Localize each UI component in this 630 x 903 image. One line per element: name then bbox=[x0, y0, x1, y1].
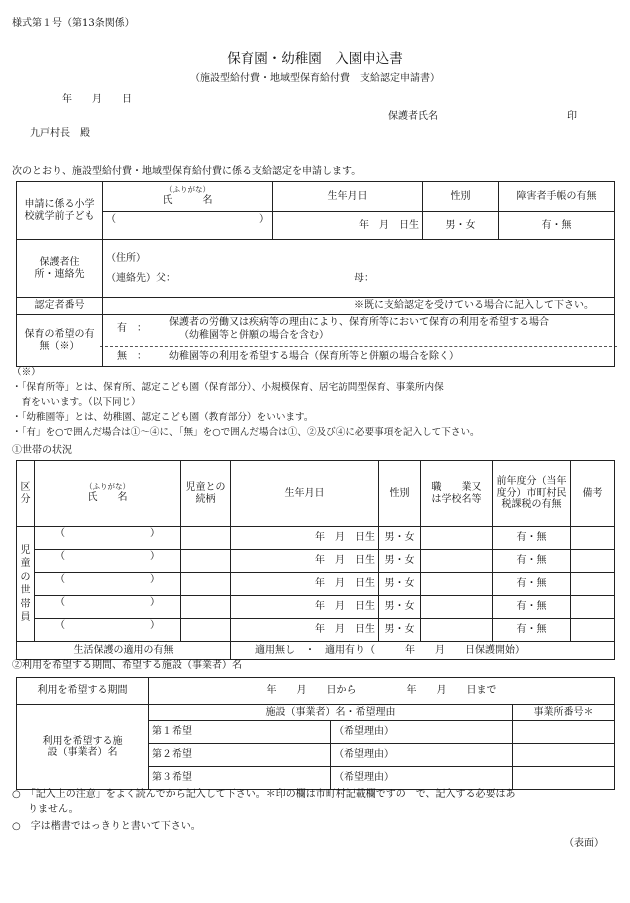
wish-label: 保育の希望の有無（※） bbox=[24, 329, 95, 352]
page-side-label: （表面） bbox=[564, 838, 604, 849]
member-remarks-field[interactable] bbox=[571, 573, 615, 596]
member-name-field[interactable]: （ ） bbox=[35, 619, 181, 642]
choice-label: 第１希望 bbox=[149, 721, 331, 744]
table-row bbox=[17, 527, 615, 550]
applicant-table bbox=[16, 181, 615, 367]
note-line: ・「有」を○で囲んだ場合は①～④に、「無」を○で囲んだ場合は①、②及び④に必要事項を記入して下さい。 bbox=[12, 427, 480, 438]
col-name-reason: 施設（事業者）名・希望理由 bbox=[149, 705, 513, 721]
choice-reason-field[interactable]: （希望理由） bbox=[331, 744, 513, 767]
birthdate-header: 生年月日 bbox=[273, 182, 423, 212]
office-number-field[interactable] bbox=[513, 767, 615, 790]
choice-label: 第３希望 bbox=[149, 767, 331, 790]
disability-header-text: 障害者手帳の有無 bbox=[516, 190, 597, 202]
cert-number-field[interactable]: ※既に支給認定を受けている場合に記入して下さい。 bbox=[103, 298, 615, 315]
wish-label-cell bbox=[17, 315, 103, 367]
period-field[interactable]: 年 月 日から 年 月 日まで bbox=[149, 678, 615, 705]
guardian-label: 保護者住所・連絡先 bbox=[34, 257, 85, 280]
footer-note: ○ 字は楷書ではっきりと書いて下さい。 bbox=[12, 821, 201, 832]
col-remarks: 備考 bbox=[571, 461, 615, 527]
period-label: 利用を希望する期間 bbox=[17, 678, 149, 705]
member-birthdate-field[interactable]: 年 月 日生 bbox=[231, 573, 379, 596]
col-name bbox=[35, 461, 181, 527]
child-label-cell bbox=[17, 182, 103, 240]
table-row bbox=[17, 550, 615, 573]
household-heading: ①世帯の状況 bbox=[12, 445, 72, 456]
col-name-text: 氏 名 bbox=[87, 492, 128, 504]
wish-options[interactable] bbox=[103, 315, 615, 367]
col-gender: 性別 bbox=[379, 461, 421, 527]
member-tax-field[interactable]: 有・無 bbox=[493, 527, 571, 550]
member-gender-field[interactable]: 男・女 bbox=[379, 596, 421, 619]
cert-label: 認定者番号 bbox=[17, 298, 103, 315]
member-relation-field[interactable] bbox=[181, 527, 231, 550]
member-name-field[interactable]: （ ） bbox=[35, 550, 181, 573]
member-name-field[interactable]: （ ） bbox=[35, 573, 181, 596]
facility-table bbox=[16, 677, 615, 790]
member-occupation-field[interactable] bbox=[421, 596, 493, 619]
member-relation-field[interactable] bbox=[181, 596, 231, 619]
guardian-address-field[interactable] bbox=[103, 240, 615, 298]
table-row bbox=[17, 573, 615, 596]
child-gender-field[interactable]: 男・女 bbox=[423, 212, 499, 240]
col-category-text: 区分 bbox=[20, 482, 31, 505]
address-label: （住所） bbox=[106, 253, 146, 264]
wish-yes-text: 保護者の労働又は疾病等の理由により、保育所等において保育の利用を希望する場合 bbox=[169, 317, 549, 328]
facility-heading: ②利用を希望する期間、希望する施設（事業者）名 bbox=[12, 660, 242, 671]
wish-no-mark[interactable]: 無 ： bbox=[117, 351, 147, 362]
choice-reason-field[interactable]: （希望理由） bbox=[331, 767, 513, 790]
child-name-header bbox=[103, 182, 273, 212]
col-furigana: （ふりがな） bbox=[85, 482, 130, 492]
child-label: 申請に係る小学校就学前子ども bbox=[24, 199, 95, 222]
facility-label-cell bbox=[17, 705, 149, 790]
furigana-header: （ふりがな） bbox=[165, 185, 210, 195]
member-occupation-field[interactable] bbox=[421, 527, 493, 550]
wish-yes-subtext: （幼稚園等と併願の場合を含む） bbox=[179, 330, 329, 341]
col-office-number: 事業所番号＊ bbox=[513, 705, 615, 721]
member-birthdate-field[interactable]: 年 月 日生 bbox=[231, 619, 379, 642]
member-relation-field[interactable] bbox=[181, 550, 231, 573]
member-relation-field[interactable] bbox=[181, 573, 231, 596]
footer-note: ○ 「記入上の注意」をよく読んでから記入して下さい。＊印の欄は市町村記載欄ですの で、記入する必要はあ bbox=[12, 789, 516, 800]
note-line: ・「幼稚園等」とは、幼稚園、認定こども園（教育部分）をいいます。 bbox=[12, 412, 314, 423]
child-name-field[interactable] bbox=[103, 212, 273, 240]
guardian-label-cell bbox=[17, 240, 103, 298]
member-occupation-field[interactable] bbox=[421, 550, 493, 573]
member-gender-field[interactable]: 男・女 bbox=[379, 573, 421, 596]
group-label: 児童の世帯員 bbox=[20, 544, 31, 623]
table-row bbox=[17, 596, 615, 619]
member-gender-field[interactable]: 男・女 bbox=[379, 550, 421, 573]
choice-reason-field[interactable]: （希望理由） bbox=[331, 721, 513, 744]
page-title: 保育園・幼稚園 入園申込書 bbox=[227, 51, 403, 67]
member-occupation-field[interactable] bbox=[421, 573, 493, 596]
member-tax-field[interactable]: 有・無 bbox=[493, 596, 571, 619]
member-gender-field[interactable]: 男・女 bbox=[379, 619, 421, 642]
col-occupation-text: 職 業又は学校名等 bbox=[431, 482, 482, 505]
member-relation-field[interactable] bbox=[181, 619, 231, 642]
disability-header bbox=[499, 182, 615, 212]
guardian-name-label: 保護者氏名 bbox=[388, 111, 438, 122]
col-relation-text: 児童との続柄 bbox=[185, 482, 226, 505]
welfare-label: 生活保護の適用の有無 bbox=[17, 642, 231, 660]
member-tax-field[interactable]: 有・無 bbox=[493, 619, 571, 642]
gender-header: 性別 bbox=[423, 182, 499, 212]
footer-note-continued: りません。 bbox=[28, 804, 79, 815]
col-relation bbox=[181, 461, 231, 527]
member-birthdate-field[interactable]: 年 月 日生 bbox=[231, 527, 379, 550]
name-header: 氏 名 bbox=[162, 195, 213, 207]
table-row bbox=[17, 619, 615, 642]
member-birthdate-field[interactable]: 年 月 日生 bbox=[231, 550, 379, 573]
office-number-field[interactable] bbox=[513, 721, 615, 744]
col-tax bbox=[493, 461, 571, 527]
note-line: 育をいいます。（以下同じ） bbox=[12, 397, 141, 408]
wish-yes-mark[interactable]: 有 ： bbox=[117, 323, 147, 334]
col-tax-text: 前年度分（当年度分）市町村民税課税の有無 bbox=[496, 476, 567, 511]
office-number-field[interactable] bbox=[513, 744, 615, 767]
member-tax-field[interactable]: 有・無 bbox=[493, 550, 571, 573]
choice-label: 第２希望 bbox=[149, 744, 331, 767]
application-date: 年 月 日 bbox=[62, 94, 132, 105]
child-birthdate-field[interactable]: 年 月 日生 bbox=[273, 212, 423, 240]
page-subtitle: （施設型給付費・地域型保育給付費 支給認定申請書） bbox=[190, 73, 440, 84]
member-occupation-field[interactable] bbox=[421, 619, 493, 642]
col-occupation bbox=[421, 461, 493, 527]
child-disability-field[interactable]: 有・無 bbox=[499, 212, 615, 240]
intro-text: 次のとおり、施設型給付費・地域型保育給付費に係る支給認定を申請します。 bbox=[12, 166, 362, 177]
mother-label: 母： bbox=[354, 272, 374, 284]
member-remarks-field[interactable] bbox=[571, 596, 615, 619]
member-tax-field[interactable]: 有・無 bbox=[493, 573, 571, 596]
notes-heading: （※） bbox=[12, 367, 41, 378]
member-remarks-field[interactable] bbox=[571, 619, 615, 642]
welfare-field[interactable]: 適用無し ・ 適用有り（ 年 月 日保護開始） bbox=[231, 642, 615, 660]
facility-label: 利用を希望する施設（事業者）名 bbox=[42, 735, 123, 758]
member-birthdate-field[interactable]: 年 月 日生 bbox=[231, 596, 379, 619]
member-remarks-field[interactable] bbox=[571, 550, 615, 573]
note-line: ・「保育所等」とは、保育所、認定こども園（保育部分）、小規模保育、居宅訪問型保育、事業所内保 bbox=[12, 382, 444, 393]
household-table bbox=[16, 460, 615, 660]
paren-left: （ bbox=[106, 214, 116, 225]
form-number: 様式第１号（第13条関係） bbox=[12, 18, 135, 29]
contact-label: （連絡先）父： bbox=[106, 272, 176, 284]
paren-right: ） bbox=[259, 214, 269, 225]
col-birthdate: 生年月日 bbox=[231, 461, 379, 527]
seal-mark: 印 bbox=[567, 111, 577, 122]
member-gender-field[interactable]: 男・女 bbox=[379, 527, 421, 550]
member-name-field[interactable]: （ ） bbox=[35, 596, 181, 619]
group-label-cell bbox=[17, 527, 35, 642]
addressee: 九戸村長 殿 bbox=[30, 128, 90, 139]
member-remarks-field[interactable] bbox=[571, 527, 615, 550]
member-name-field[interactable]: （ ） bbox=[35, 527, 181, 550]
col-category bbox=[17, 461, 35, 527]
wish-no-text: 幼稚園等の利用を希望する場合（保育所等と併願の場合を除く） bbox=[169, 351, 459, 362]
